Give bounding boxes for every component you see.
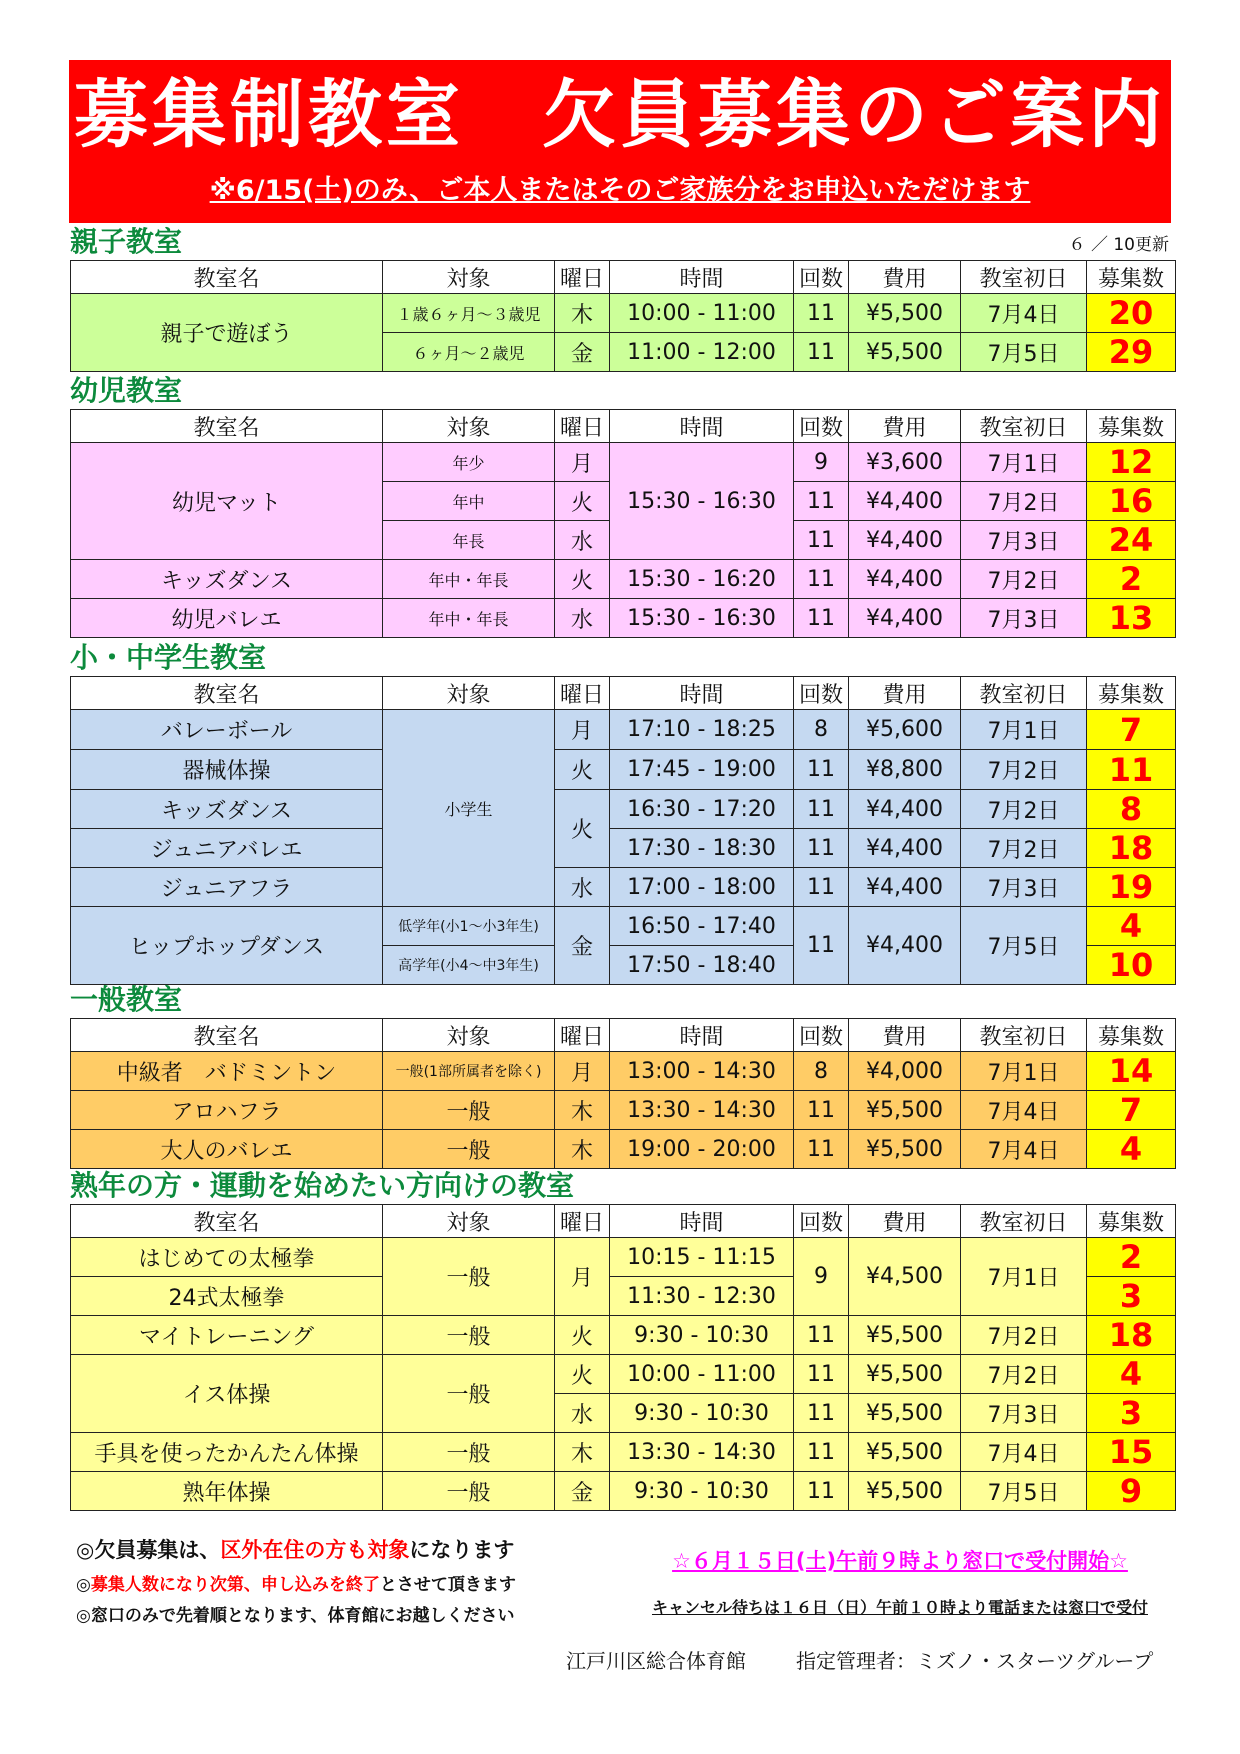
class-start: 7月2日 (961, 560, 1087, 599)
footer (566, 1645, 1203, 1674)
class-fee: ¥4,400 (849, 521, 961, 560)
class-target: 年中・年長 (383, 560, 555, 599)
table-row (71, 790, 1176, 829)
class-name: バレーボール (71, 710, 383, 750)
class-target: 一般 (383, 1316, 555, 1355)
section-title: 親子教室 (70, 225, 183, 258)
class-time: 17:30 - 18:30 (610, 829, 794, 868)
class-table (70, 1204, 1176, 1511)
col-slots: 募集数 (1087, 261, 1176, 294)
table-header-row (71, 410, 1176, 443)
class-day: 火 (555, 482, 610, 521)
class-name: 器械体操 (71, 750, 383, 790)
class-fee: ¥5,500 (849, 1091, 961, 1130)
col-day: 曜日 (555, 677, 610, 710)
col-time: 時間 (610, 410, 794, 443)
class-target: 年中・年長 (383, 599, 555, 638)
class-day: 金 (555, 1472, 610, 1511)
class-slots: 15 (1087, 1433, 1176, 1472)
col-start: 教室初日 (961, 677, 1087, 710)
class-time: 10:00 - 11:00 (610, 1355, 794, 1394)
class-name: はじめての太極拳 (71, 1238, 383, 1277)
table-row (71, 1355, 1176, 1394)
reception-notes (620, 1545, 1180, 1618)
class-time: 17:50 - 18:40 (610, 946, 794, 985)
note-text: ◎欠員募集は、 (76, 1538, 221, 1562)
table-row (71, 907, 1176, 946)
class-time: 9:30 - 10:30 (610, 1472, 794, 1511)
class-start: 7月4日 (961, 294, 1087, 333)
col-start: 教室初日 (961, 410, 1087, 443)
class-time: 15:30 - 16:20 (610, 560, 794, 599)
class-slots: 20 (1087, 294, 1176, 333)
class-time: 19:00 - 20:00 (610, 1130, 794, 1169)
section-title: 小・中学生教室 (70, 641, 267, 674)
class-table (70, 1018, 1176, 1169)
class-day: 木 (555, 1091, 610, 1130)
class-day: 火 (555, 560, 610, 599)
class-count: 11 (794, 1316, 849, 1355)
class-count: 8 (794, 1052, 849, 1091)
class-target: 一般 (383, 1130, 555, 1169)
col-name: 教室名 (71, 1019, 383, 1052)
class-time: 10:15 - 11:15 (610, 1238, 794, 1277)
col-count: 回数 (794, 1205, 849, 1238)
section-title: 幼児教室 (70, 374, 183, 407)
class-start: 7月3日 (961, 868, 1087, 907)
col-target: 対象 (383, 677, 555, 710)
class-target: 一般 (383, 1355, 555, 1433)
class-time: 13:30 - 14:30 (610, 1091, 794, 1130)
class-slots: 29 (1087, 333, 1176, 372)
note-2 (76, 1570, 516, 1595)
note-highlight: 区外在住の方も対象 (220, 1538, 410, 1562)
class-day: 月 (555, 1238, 610, 1316)
class-slots: 12 (1087, 443, 1176, 482)
class-fee: ¥5,500 (849, 294, 961, 333)
col-name: 教室名 (71, 677, 383, 710)
class-fee: ¥4,400 (849, 829, 961, 868)
class-fee: ¥5,500 (849, 333, 961, 372)
class-count: 11 (794, 521, 849, 560)
table-row (71, 1130, 1176, 1169)
class-day: 金 (555, 333, 610, 372)
table-row (71, 1316, 1176, 1355)
col-fee: 費用 (849, 261, 961, 294)
class-slots: 4 (1087, 1130, 1176, 1169)
class-count: 11 (794, 1433, 849, 1472)
class-day: 水 (555, 599, 610, 638)
table-header-row (71, 677, 1176, 710)
class-day: 火 (555, 750, 610, 790)
class-fee: ¥5,600 (849, 710, 961, 750)
class-time: 15:30 - 16:30 (610, 599, 794, 638)
class-name: 幼児マット (71, 443, 383, 560)
class-target: 一般 (383, 1433, 555, 1472)
class-target: ６ヶ月～２歳児 (383, 333, 555, 372)
class-name: 熟年体操 (71, 1472, 383, 1511)
class-start: 7月5日 (961, 333, 1087, 372)
class-name: 親子で遊ぼう (71, 294, 383, 372)
table-row (71, 829, 1176, 868)
class-name: 大人のバレエ (71, 1130, 383, 1169)
table-row (71, 1091, 1176, 1130)
class-start: 7月2日 (961, 750, 1087, 790)
class-start: 7月5日 (961, 1472, 1087, 1511)
class-count: 11 (794, 482, 849, 521)
class-time: 16:50 - 17:40 (610, 907, 794, 946)
page-subtitle: ※6/15(土)のみ、ご本人またはそのご家族分をお申込いただけます (209, 175, 1031, 206)
class-day: 金 (555, 907, 610, 985)
class-slots: 3 (1087, 1277, 1176, 1316)
class-day: 水 (555, 521, 610, 560)
col-slots: 募集数 (1087, 677, 1176, 710)
class-fee: ¥4,000 (849, 1052, 961, 1091)
class-count: 11 (794, 1130, 849, 1169)
col-target: 対象 (383, 410, 555, 443)
class-time: 17:00 - 18:00 (610, 868, 794, 907)
class-slots: 24 (1087, 521, 1176, 560)
class-fee: ¥5,500 (849, 1394, 961, 1433)
class-start: 7月3日 (961, 599, 1087, 638)
class-fee: ¥4,400 (849, 599, 961, 638)
class-count: 11 (794, 1394, 849, 1433)
col-start: 教室初日 (961, 1019, 1087, 1052)
col-fee: 費用 (849, 677, 961, 710)
class-count: 11 (794, 1472, 849, 1511)
class-fee: ¥5,500 (849, 1130, 961, 1169)
col-fee: 費用 (849, 1019, 961, 1052)
table-header-row (71, 261, 1176, 294)
table-row (71, 560, 1176, 599)
class-target: 小学生 (383, 710, 555, 907)
class-start: 7月3日 (961, 1394, 1087, 1433)
class-slots: 14 (1087, 1052, 1176, 1091)
notes (76, 1534, 516, 1632)
class-day: 木 (555, 294, 610, 333)
class-name: ヒップホップダンス (71, 907, 383, 985)
class-slots: 18 (1087, 1316, 1176, 1355)
class-count: 11 (794, 829, 849, 868)
class-start: 7月1日 (961, 1238, 1087, 1316)
col-day: 曜日 (555, 410, 610, 443)
class-count: 9 (794, 1238, 849, 1316)
section-title: 一般教室 (70, 983, 183, 1016)
col-time: 時間 (610, 1019, 794, 1052)
col-target: 対象 (383, 261, 555, 294)
table-row (71, 599, 1176, 638)
class-fee: ¥4,400 (849, 560, 961, 599)
class-name: 手具を使ったかんたん体操 (71, 1433, 383, 1472)
col-start: 教室初日 (961, 261, 1087, 294)
section-oyako (70, 224, 1175, 372)
class-name: キッズダンス (71, 560, 383, 599)
class-count: 11 (794, 750, 849, 790)
class-target: 年長 (383, 521, 555, 560)
cancel-wait-note: キャンセル待ちは１６日（日）午前１０時より電話または窓口で受付 (651, 1598, 1148, 1617)
col-count: 回数 (794, 1019, 849, 1052)
class-start: 7月2日 (961, 1355, 1087, 1394)
class-table (70, 260, 1176, 372)
class-slots: 7 (1087, 1091, 1176, 1130)
class-slots: 8 (1087, 790, 1176, 829)
class-target: 一般 (383, 1472, 555, 1511)
col-slots: 募集数 (1087, 1205, 1176, 1238)
class-table (70, 676, 1176, 985)
class-start: 7月5日 (961, 907, 1087, 985)
col-day: 曜日 (555, 261, 610, 294)
class-time: 13:30 - 14:30 (610, 1433, 794, 1472)
col-fee: 費用 (849, 410, 961, 443)
class-target: 年中 (383, 482, 555, 521)
class-target: 低学年(小1～小3年生) (383, 907, 555, 946)
class-slots: 4 (1087, 907, 1176, 946)
reception-start: ☆６月１５日(土)午前９時より窓口で受付開始☆ (672, 1549, 1128, 1573)
class-count: 11 (794, 294, 849, 333)
col-count: 回数 (794, 677, 849, 710)
class-slots: 18 (1087, 829, 1176, 868)
class-day: 月 (555, 443, 610, 482)
note-1 (76, 1534, 516, 1564)
class-day: 水 (555, 1394, 610, 1433)
table-row (71, 750, 1176, 790)
updated-date: ６ ／ 10更新 (1068, 235, 1169, 255)
class-name: ジュニアフラ (71, 868, 383, 907)
gym-name: 江戸川区総合体育館 (566, 1649, 746, 1673)
section-jukunen (70, 1168, 1175, 1511)
col-day: 曜日 (555, 1205, 610, 1238)
class-start: 7月4日 (961, 1433, 1087, 1472)
col-day: 曜日 (555, 1019, 610, 1052)
class-start: 7月1日 (961, 710, 1087, 750)
class-day: 火 (555, 790, 610, 868)
class-slots: 4 (1087, 1355, 1176, 1394)
class-slots: 10 (1087, 946, 1176, 985)
class-count: 11 (794, 1355, 849, 1394)
class-name: ジュニアバレエ (71, 829, 383, 868)
class-name: マイトレーニング (71, 1316, 383, 1355)
class-fee: ¥4,400 (849, 482, 961, 521)
class-day: 木 (555, 1433, 610, 1472)
class-fee: ¥5,500 (849, 1433, 961, 1472)
table-row (71, 1433, 1176, 1472)
class-count: 11 (794, 868, 849, 907)
class-time: 17:45 - 19:00 (610, 750, 794, 790)
table-row (71, 868, 1176, 907)
class-start: 7月1日 (961, 443, 1087, 482)
class-fee: ¥5,500 (849, 1316, 961, 1355)
class-target: 一般 (383, 1238, 555, 1316)
table-row (71, 1238, 1176, 1277)
table-row (71, 1052, 1176, 1091)
table-row (71, 443, 1176, 482)
class-name: 中級者 バドミントン (71, 1052, 383, 1091)
section-ippan (70, 982, 1175, 1169)
section-youji (70, 373, 1175, 638)
class-fee: ¥4,400 (849, 907, 961, 985)
class-table (70, 409, 1176, 638)
note-3: ◎窓口のみで先着順となります、体育館にお越しください (76, 1606, 515, 1626)
class-fee: ¥4,400 (849, 790, 961, 829)
class-count: 11 (794, 599, 849, 638)
note-text: になります (409, 1538, 515, 1562)
section-title: 熟年の方・運動を始めたい方向けの教室 (70, 1169, 575, 1202)
class-target: １歳６ヶ月～３歳児 (383, 294, 555, 333)
class-time: 9:30 - 10:30 (610, 1316, 794, 1355)
class-target: 一般(1部所属者を除く) (383, 1052, 555, 1091)
note-text: とさせて頂きます (379, 1575, 516, 1595)
class-fee: ¥5,500 (849, 1472, 961, 1511)
class-start: 7月3日 (961, 521, 1087, 560)
class-start: 7月2日 (961, 790, 1087, 829)
class-count: 11 (794, 333, 849, 372)
class-time: 13:00 - 14:30 (610, 1052, 794, 1091)
col-name: 教室名 (71, 410, 383, 443)
note-text: ◎ (76, 1575, 91, 1595)
class-count: 8 (794, 710, 849, 750)
col-name: 教室名 (71, 1205, 383, 1238)
class-start: 7月1日 (961, 1052, 1087, 1091)
manager-name: 指定管理者：ミズノ・スターツグループ (796, 1649, 1154, 1673)
class-day: 木 (555, 1130, 610, 1169)
class-count: 11 (794, 560, 849, 599)
class-slots: 9 (1087, 1472, 1176, 1511)
col-target: 対象 (383, 1019, 555, 1052)
class-slots: 19 (1087, 868, 1176, 907)
class-fee: ¥4,400 (849, 868, 961, 907)
table-row (71, 710, 1176, 750)
col-slots: 募集数 (1087, 410, 1176, 443)
class-time: 9:30 - 10:30 (610, 1394, 794, 1433)
class-time: 10:00 - 11:00 (610, 294, 794, 333)
class-slots: 2 (1087, 560, 1176, 599)
class-time: 11:00 - 12:00 (610, 333, 794, 372)
col-time: 時間 (610, 1205, 794, 1238)
header-banner (69, 60, 1171, 223)
class-time: 11:30 - 12:30 (610, 1277, 794, 1316)
page-title: 募集制教室 欠員募集のご案内 (74, 72, 1166, 158)
class-time: 15:30 - 16:30 (610, 443, 794, 560)
class-count: 11 (794, 790, 849, 829)
class-time: 17:10 - 18:25 (610, 710, 794, 750)
class-target: 高学年(小4～中3年生) (383, 946, 555, 985)
class-day: 水 (555, 868, 610, 907)
class-day: 火 (555, 1316, 610, 1355)
class-day: 月 (555, 1052, 610, 1091)
class-time: 16:30 - 17:20 (610, 790, 794, 829)
note-highlight: 募集人数になり次第、申し込みを終了 (90, 1575, 380, 1595)
class-count: 11 (794, 1091, 849, 1130)
class-start: 7月2日 (961, 1316, 1087, 1355)
col-slots: 募集数 (1087, 1019, 1176, 1052)
class-slots: 11 (1087, 750, 1176, 790)
class-start: 7月4日 (961, 1130, 1087, 1169)
class-fee: ¥5,500 (849, 1355, 961, 1394)
col-target: 対象 (383, 1205, 555, 1238)
col-time: 時間 (610, 677, 794, 710)
class-slots: 7 (1087, 710, 1176, 750)
class-slots: 3 (1087, 1394, 1176, 1433)
section-shochu (70, 640, 1175, 985)
class-slots: 13 (1087, 599, 1176, 638)
table-row (71, 1472, 1176, 1511)
class-fee: ¥8,800 (849, 750, 961, 790)
col-start: 教室初日 (961, 1205, 1087, 1238)
class-start: 7月4日 (961, 1091, 1087, 1130)
class-day: 火 (555, 1355, 610, 1394)
col-fee: 費用 (849, 1205, 961, 1238)
table-header-row (71, 1205, 1176, 1238)
class-name: 24式太極拳 (71, 1277, 383, 1316)
class-start: 7月2日 (961, 482, 1087, 521)
class-fee: ¥3,600 (849, 443, 961, 482)
col-count: 回数 (794, 261, 849, 294)
class-name: 幼児バレエ (71, 599, 383, 638)
class-target: 年少 (383, 443, 555, 482)
class-start: 7月2日 (961, 829, 1087, 868)
table-header-row (71, 1019, 1176, 1052)
class-slots: 2 (1087, 1238, 1176, 1277)
col-count: 回数 (794, 410, 849, 443)
class-name: イス体操 (71, 1355, 383, 1433)
class-count: 9 (794, 443, 849, 482)
class-fee: ¥4,500 (849, 1238, 961, 1316)
col-time: 時間 (610, 261, 794, 294)
class-name: キッズダンス (71, 790, 383, 829)
table-row (71, 294, 1176, 333)
class-name: アロハフラ (71, 1091, 383, 1130)
class-day: 月 (555, 710, 610, 750)
class-slots: 16 (1087, 482, 1176, 521)
class-target: 一般 (383, 1091, 555, 1130)
col-name: 教室名 (71, 261, 383, 294)
class-count: 11 (794, 907, 849, 985)
